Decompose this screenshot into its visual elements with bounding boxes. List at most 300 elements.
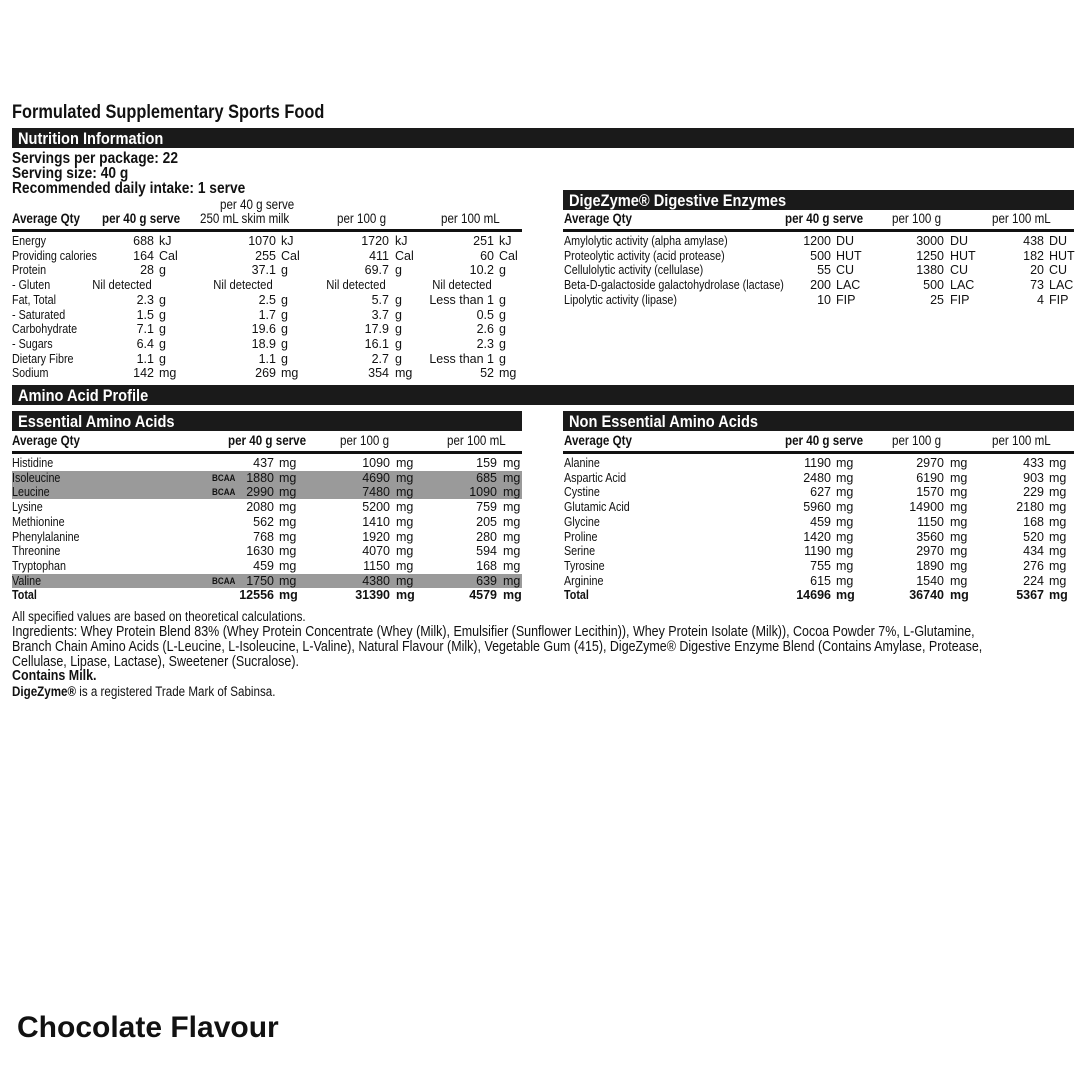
nutrition-row-unit: kJ — [281, 234, 294, 248]
nutrition-row-label: Carbohydrate — [12, 322, 78, 337]
amino-row-value: 1630 — [246, 544, 274, 559]
amino-row-label: Isoleucine — [12, 470, 61, 485]
amino-row-unit: mg — [503, 485, 521, 500]
essential-amino-heading: Essential Amino Acids — [18, 412, 175, 431]
amino-row-value: 1570 — [916, 485, 944, 500]
amino-row-unit: mg — [836, 500, 854, 515]
enzyme-row-value: 1380 — [916, 263, 944, 278]
enzyme-row-unit: CU — [950, 263, 969, 278]
nutrition-row-value: 1070 — [248, 234, 276, 248]
enzyme-row-label: Cellulolytic activity (cellulase) — [564, 263, 704, 278]
enzyme-row-unit: CU — [836, 263, 855, 278]
enzyme-row-value: 10 — [817, 292, 831, 307]
amino-row-unit: mg — [836, 544, 854, 559]
amino-row-unit: mg — [503, 514, 521, 529]
amino-row-unit: mg — [503, 588, 522, 603]
bcaa-tag: BCAA — [212, 575, 236, 586]
amino-row-value: 685 — [476, 470, 497, 485]
amino-row-label: Arginine — [564, 573, 604, 588]
amino-row-unit: mg — [396, 529, 414, 544]
amino-row-unit: mg — [396, 558, 414, 573]
nutrition-col-average-qty: Average Qty — [12, 211, 80, 226]
essential-col-per-100g: per 100 g — [340, 433, 390, 448]
enzyme-row-value: 20 — [1030, 263, 1044, 278]
enzyme-row-unit: FIP — [836, 292, 856, 307]
nutrition-row-unit: kJ — [159, 234, 172, 248]
amino-row-unit: mg — [503, 544, 521, 559]
nutrition-row-label: - Gluten — [12, 278, 51, 293]
amino-row-value: 594 — [476, 544, 497, 559]
nutrition-row-unit: mg — [499, 366, 517, 381]
nutrition-row-unit: g — [159, 292, 166, 307]
nonessential-amino-bar — [563, 411, 1074, 431]
amino-row-value: 639 — [476, 573, 497, 588]
amino-row-unit: mg — [503, 529, 521, 544]
amino-row-label: Tyrosine — [564, 558, 605, 573]
amino-row-value: 2970 — [916, 544, 944, 559]
trademark-text: is a registered Trade Mark of Sabinsa. — [76, 684, 276, 699]
amino-row-value: 2080 — [246, 500, 274, 515]
amino-row-unit: mg — [950, 470, 968, 485]
enzymes-heading: DigeZyme® Digestive Enzymes — [569, 191, 787, 210]
nutrition-row-value: 6.4 — [136, 336, 154, 351]
amino-row-value: 903 — [1023, 470, 1044, 485]
nutrition-row-unit: mg — [281, 366, 299, 381]
amino-row-label: Leucine — [12, 485, 50, 500]
servings-per-package: Servings per package: 22 — [12, 150, 178, 167]
amino-row-unit: mg — [1049, 514, 1067, 529]
amino-row-value: 459 — [253, 558, 274, 573]
amino-row-value: 562 — [253, 514, 274, 529]
amino-row-value: 4579 — [469, 588, 497, 603]
amino-row-unit: mg — [1049, 485, 1067, 500]
amino-row-unit: mg — [836, 588, 855, 603]
nutrition-row-label: Protein — [12, 263, 47, 278]
amino-row-unit: mg — [950, 529, 968, 544]
amino-row-value: 36740 — [909, 588, 944, 603]
amino-row-unit: mg — [503, 500, 521, 515]
nutrition-row-label: Sodium — [12, 366, 49, 381]
nonessential-header-rule — [563, 451, 1074, 454]
nutrition-row-value: 28 — [140, 263, 154, 278]
enzymes-col-per-100ml: per 100 mL — [992, 211, 1051, 226]
amino-row-value: 615 — [810, 573, 831, 588]
amino-row-unit: mg — [503, 558, 521, 573]
amino-row-value: 2480 — [803, 470, 831, 485]
amino-row-value: 1090 — [362, 456, 390, 470]
nutrition-row-value: 251 — [473, 234, 494, 248]
amino-row-value: 7480 — [362, 485, 390, 500]
enzyme-row-value: 200 — [810, 278, 831, 293]
nutrition-row-value: 69.7 — [364, 263, 389, 278]
nutrition-row-unit: g — [159, 307, 166, 322]
nutrition-row-value: 10.2 — [469, 263, 494, 278]
nutrition-row-label: Energy — [12, 234, 47, 248]
amino-row-value: 2990 — [246, 485, 274, 500]
enzyme-row-label: Amylolytic activity (alpha amylase) — [564, 234, 728, 248]
amino-row-value: 1920 — [362, 529, 390, 544]
nutrition-row-unit: g — [159, 336, 166, 351]
nonessential-col-average-qty: Average Qty — [564, 433, 632, 448]
amino-row-unit: mg — [836, 485, 854, 500]
amino-row-label: Serine — [564, 544, 596, 559]
nutrition-row-value: 2.7 — [371, 351, 389, 366]
amino-row-label: Phenylalanine — [12, 529, 80, 544]
amino-row-value: 755 — [810, 558, 831, 573]
amino-row-unit: mg — [279, 485, 297, 500]
enzymes-header-rule — [563, 229, 1074, 232]
amino-row-value: 434 — [1023, 544, 1044, 559]
amino-row-value: 1090 — [469, 485, 497, 500]
amino-row-label: Methionine — [12, 514, 65, 529]
amino-row-unit: mg — [836, 470, 854, 485]
amino-row-value: 14696 — [796, 588, 831, 603]
enzyme-row-value: 25 — [930, 292, 944, 307]
flavour-label: Chocolate Flavour — [17, 1011, 279, 1044]
enzyme-row-value: 4 — [1037, 292, 1044, 307]
amino-row-value: 5960 — [803, 500, 831, 515]
amino-row-value: 459 — [810, 514, 831, 529]
nutrition-row-value: 19.6 — [251, 322, 276, 337]
amino-row-unit: mg — [950, 514, 968, 529]
amino-row-unit: mg — [503, 573, 521, 588]
nutrition-row-value: 1720 — [361, 234, 389, 248]
amino-row-value: 205 — [476, 514, 497, 529]
amino-row-label: Glycine — [564, 514, 600, 529]
amino-row-unit: mg — [396, 470, 414, 485]
nutrition-row-value: 255 — [255, 248, 276, 263]
amino-row-unit: mg — [1049, 558, 1067, 573]
amino-row-unit: mg — [836, 514, 854, 529]
amino-row-unit: mg — [836, 529, 854, 544]
enzyme-row-value: 500 — [923, 278, 944, 293]
nutrition-row-value: 2.3 — [476, 336, 494, 351]
amino-row-label: Histidine — [12, 456, 54, 470]
nutrition-col-skim-milk: 250 mL skim milk — [200, 211, 290, 226]
enzyme-row-value: 1200 — [803, 234, 831, 248]
amino-row-value: 437 — [253, 456, 274, 470]
amino-row-value: 159 — [476, 456, 497, 470]
bcaa-tag: BCAA — [212, 487, 236, 498]
nutrition-row-unit: kJ — [499, 234, 512, 248]
nutrition-row-value: Nil detected — [432, 278, 492, 293]
trademark-brand: DigeZyme® — [12, 684, 77, 699]
nutrition-row-unit: g — [499, 351, 506, 366]
amino-row-unit: mg — [950, 573, 968, 588]
amino-row-value: 1150 — [363, 558, 390, 573]
enzyme-row-value: 182 — [1023, 248, 1044, 263]
serving-size: Serving size: 40 g — [12, 165, 129, 182]
nutrition-row-unit: g — [395, 263, 402, 278]
essential-header-rule — [12, 451, 522, 454]
amino-row-unit: mg — [1049, 456, 1067, 470]
enzyme-row-label: Lipolytic activity (lipase) — [564, 292, 677, 307]
enzyme-row-value: 3000 — [916, 234, 944, 248]
amino-row-label: Aspartic Acid — [564, 470, 627, 485]
amino-row-value: 1750 — [246, 573, 274, 588]
amino-row-value: 1890 — [916, 558, 944, 573]
amino-row-unit: mg — [396, 456, 414, 470]
nutrition-row-unit: g — [499, 307, 506, 322]
nutrition-row-unit: g — [159, 351, 166, 366]
amino-row-label: Cystine — [564, 485, 600, 500]
amino-row-label: Glutamic Acid — [564, 500, 630, 515]
enzymes-col-per-serve: per 40 g serve — [785, 211, 864, 226]
nutrition-row-unit: Cal — [395, 248, 414, 263]
amino-row-label: Proline — [564, 529, 598, 544]
amino-row-value: 224 — [1023, 573, 1044, 588]
amino-row-value: 2180 — [1016, 500, 1044, 515]
nutrition-row-unit: Cal — [159, 248, 178, 263]
nonessential-col-per-100g: per 100 g — [892, 433, 942, 448]
amino-row-unit: mg — [1049, 544, 1067, 559]
nonessential-col-per-serve: per 40 g serve — [785, 433, 864, 448]
ingredients-line-2: Branch Chain Amino Acids (L-Leucine, L-Isoleucine, L-Valine), Natural Flavour (Milk), Vegetable Gum (415), DigeZyme® Digestive Enzyme Blend (Contains Amylase, Protease, — [12, 639, 983, 655]
nonessential-amino-heading: Non Essential Amino Acids — [569, 412, 759, 431]
enzyme-row-unit: DU — [950, 234, 969, 248]
nutrition-row-value: Nil detected — [213, 278, 273, 293]
amino-total-label: Total — [564, 588, 589, 603]
amino-row-unit: mg — [396, 573, 414, 588]
enzyme-row-label: Beta-D-galactoside galactohydrolase (lactase) — [564, 278, 784, 293]
amino-row-value: 6190 — [916, 470, 944, 485]
nutrition-row-unit: g — [395, 322, 402, 337]
nutrition-info-bar — [12, 128, 1074, 148]
amino-total-label: Total — [12, 588, 37, 603]
enzymes-col-per-100g: per 100 g — [892, 211, 942, 226]
amino-row-value: 2970 — [916, 456, 944, 470]
amino-row-label: Tryptophan — [12, 558, 66, 573]
nutrition-row-label: - Sugars — [12, 336, 53, 351]
recommended-daily-intake: Recommended daily intake: 1 serve — [12, 180, 246, 197]
nutrition-row-value: Less than 1 — [429, 351, 494, 366]
nutrition-row-unit: g — [159, 322, 166, 337]
nutrition-col-top-header: per 40 g serve — [220, 197, 295, 212]
nutrition-row-value: 2.5 — [258, 292, 276, 307]
amino-row-value: 1410 — [362, 514, 390, 529]
amino-row-unit: mg — [279, 500, 297, 515]
amino-row-unit: mg — [279, 456, 297, 470]
amino-row-unit: mg — [1049, 588, 1068, 603]
essential-col-per-serve: per 40 g serve — [228, 433, 307, 448]
nutrition-row-value: 52 — [480, 366, 494, 381]
amino-row-unit: mg — [836, 558, 854, 573]
amino-profile-heading: Amino Acid Profile — [18, 386, 149, 405]
nutrition-row-label: Providing calories — [12, 248, 97, 263]
nutrition-row-value: 2.3 — [136, 292, 154, 307]
amino-row-value: 759 — [476, 500, 497, 515]
nutrition-row-unit: g — [281, 307, 288, 322]
enzyme-row-unit: LAC — [836, 278, 861, 293]
nutrition-row-unit: g — [281, 351, 288, 366]
amino-row-unit: mg — [836, 573, 854, 588]
amino-row-unit: mg — [279, 573, 297, 588]
enzymes-col-average-qty: Average Qty — [564, 211, 632, 226]
essential-col-per-100ml: per 100 mL — [447, 433, 506, 448]
enzyme-row-unit: DU — [1049, 234, 1068, 248]
enzyme-row-unit: HUT — [836, 248, 862, 263]
nutrition-row-value: 17.9 — [364, 322, 389, 337]
amino-row-value: 229 — [1023, 485, 1044, 500]
nutrition-row-value: 1.1 — [136, 351, 154, 366]
amino-row-unit: mg — [950, 558, 968, 573]
enzyme-row-unit: FIP — [950, 292, 970, 307]
allergen-statement: Contains Milk. — [12, 668, 97, 684]
amino-row-unit: mg — [950, 588, 969, 603]
amino-row-value: 4070 — [362, 544, 390, 559]
amino-row-value: 1190 — [804, 544, 831, 559]
nutrition-row-unit: mg — [395, 366, 413, 381]
enzyme-row-value: 500 — [810, 248, 831, 263]
ingredients-line-1: Ingredients: Whey Protein Blend 83% (Whey Protein Concentrate (Whey (Milk), Emulsifier (Sunflower Lecithin)), Whey Protein Isolate (Milk)), Cocoa Powder 7%, L-Glutamine, — [12, 624, 975, 640]
essential-col-average-qty: Average Qty — [12, 433, 80, 448]
amino-row-value: 276 — [1023, 558, 1044, 573]
nutrition-row-value: 3.7 — [371, 307, 389, 322]
amino-row-value: 168 — [1023, 514, 1044, 529]
amino-row-unit: mg — [396, 500, 414, 515]
nutrition-row-unit: Cal — [499, 248, 518, 263]
amino-row-unit: mg — [396, 544, 414, 559]
nutrition-row-value: 60 — [480, 248, 494, 263]
enzyme-row-unit: HUT — [950, 248, 976, 263]
enzyme-row-value: 438 — [1023, 234, 1044, 248]
enzyme-row-unit: HUT — [1049, 248, 1075, 263]
amino-row-value: 1150 — [917, 514, 944, 529]
nutrition-row-value: 411 — [369, 248, 389, 263]
amino-row-unit: mg — [503, 456, 521, 470]
amino-row-unit: mg — [396, 514, 414, 529]
amino-profile-bar — [12, 385, 1074, 405]
enzymes-bar — [563, 190, 1074, 210]
nutrition-row-value: 269 — [255, 366, 276, 381]
nutrition-row-unit: kJ — [395, 234, 408, 248]
amino-row-value: 768 — [253, 529, 274, 544]
nutrition-row-unit: g — [499, 292, 506, 307]
enzyme-row-unit: DU — [836, 234, 855, 248]
amino-row-value: 5367 — [1016, 588, 1044, 603]
amino-row-value: 4690 — [362, 470, 390, 485]
nutrition-row-value: 0.5 — [476, 307, 494, 322]
nutrition-info-heading: Nutrition Information — [18, 129, 164, 148]
nutrition-row-value: 7.1 — [136, 322, 154, 337]
amino-row-label: Alanine — [564, 456, 600, 470]
nutrition-row-value: Nil detected — [326, 278, 386, 293]
amino-row-value: 1190 — [804, 456, 831, 470]
enzyme-row-unit: LAC — [950, 278, 975, 293]
trademark-note — [12, 685, 275, 699]
product-type-title: Formulated Supplementary Sports Food — [12, 102, 325, 123]
ingredients-line-3: Cellulase, Lipase, Lactase), Sweetener (Sucralose). — [12, 654, 299, 670]
amino-row-value: 433 — [1023, 456, 1044, 470]
amino-row-value: 1420 — [803, 529, 831, 544]
nutrition-col-per-100g: per 100 g — [337, 211, 387, 226]
nutrition-row-unit: g — [395, 307, 402, 322]
nutrition-row-label: - Saturated — [12, 307, 66, 322]
nutrition-row-value: 16.1 — [364, 336, 389, 351]
amino-row-unit: mg — [279, 558, 297, 573]
nutrition-row-unit: g — [395, 351, 402, 366]
essential-amino-bar — [12, 411, 522, 431]
enzyme-row-value: 73 — [1030, 278, 1044, 293]
nutrition-row-value: 1.5 — [136, 307, 154, 322]
amino-row-value: 627 — [810, 485, 831, 500]
nutrition-row-unit: g — [499, 336, 506, 351]
amino-row-unit: mg — [950, 544, 968, 559]
nutrition-row-value: 688 — [133, 234, 154, 248]
amino-row-label: Lysine — [12, 500, 43, 515]
amino-row-unit: mg — [396, 485, 414, 500]
amino-row-unit: mg — [950, 456, 968, 470]
nutrition-row-value: 142 — [133, 366, 154, 381]
nutrition-row-value: Nil detected — [92, 278, 152, 293]
nutrition-row-value: 2.6 — [476, 322, 494, 337]
nutrition-row-unit: Cal — [281, 248, 300, 263]
nutrition-row-unit: g — [395, 292, 402, 307]
nutrition-row-value: 1.7 — [258, 307, 276, 322]
amino-row-unit: mg — [950, 500, 968, 515]
amino-row-unit: mg — [836, 456, 854, 470]
nutrition-header-rule — [12, 229, 522, 232]
amino-row-unit: mg — [1049, 470, 1067, 485]
amino-row-unit: mg — [279, 588, 298, 603]
enzyme-row-value: 1250 — [916, 248, 944, 263]
amino-row-unit: mg — [279, 470, 297, 485]
amino-row-unit: mg — [1049, 573, 1067, 588]
nutrition-row-unit: g — [281, 336, 288, 351]
nutrition-row-unit: g — [281, 322, 288, 337]
nutrition-row-value: 18.9 — [251, 336, 276, 351]
amino-row-value: 280 — [476, 529, 497, 544]
nutrition-row-label: Dietary Fibre — [12, 351, 74, 366]
nutrition-row-unit: g — [281, 263, 288, 278]
amino-row-value: 168 — [476, 558, 497, 573]
amino-row-value: 4380 — [362, 573, 390, 588]
nutrition-row-value: Less than 1 — [429, 292, 494, 307]
amino-row-value: 1880 — [246, 470, 274, 485]
amino-row-unit: mg — [1049, 529, 1067, 544]
nutrition-row-unit: g — [395, 336, 402, 351]
nutrition-row-unit: g — [499, 263, 506, 278]
nutrition-row-unit: g — [281, 292, 288, 307]
enzyme-row-unit: CU — [1049, 263, 1068, 278]
amino-row-unit: mg — [279, 514, 297, 529]
amino-row-label: Threonine — [12, 544, 61, 559]
amino-row-value: 1540 — [916, 573, 944, 588]
amino-row-value: 12556 — [239, 588, 274, 603]
amino-row-unit: mg — [279, 544, 297, 559]
amino-row-unit: mg — [950, 485, 968, 500]
nutrition-row-label: Fat, Total — [12, 292, 57, 307]
amino-row-value: 31390 — [355, 588, 390, 603]
amino-row-value: 520 — [1023, 529, 1044, 544]
enzyme-row-unit: FIP — [1049, 292, 1069, 307]
enzyme-row-label: Proteolytic activity (acid protease) — [564, 248, 725, 263]
nutrition-col-per-100ml: per 100 mL — [441, 211, 500, 226]
amino-row-unit: mg — [279, 529, 297, 544]
nutrition-row-value: 37.1 — [251, 263, 276, 278]
amino-row-value: 14900 — [909, 500, 944, 515]
nutrition-row-unit: g — [159, 263, 166, 278]
amino-row-unit: mg — [1049, 500, 1067, 515]
nonessential-col-per-100ml: per 100 mL — [992, 433, 1051, 448]
nutrition-row-value: 164 — [133, 248, 154, 263]
nutrition-row-unit: mg — [159, 366, 177, 381]
nutrition-row-value: 1.1 — [258, 351, 276, 366]
enzyme-row-value: 55 — [817, 263, 831, 278]
nutrition-col-per-serve: per 40 g serve — [102, 211, 181, 226]
amino-row-label: Valine — [12, 573, 42, 588]
calculation-note: All specified values are based on theoretical calculations. — [12, 609, 306, 624]
